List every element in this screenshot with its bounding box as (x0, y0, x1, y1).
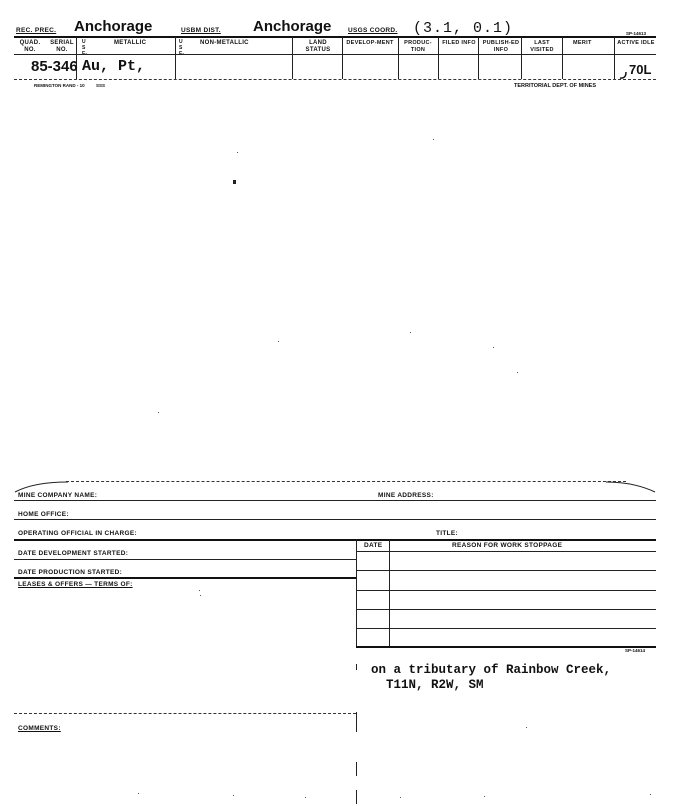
col-non-metallic: NON-METALLIC (200, 40, 249, 46)
comments-divider (356, 790, 357, 804)
lower-card-top-rule (66, 481, 626, 482)
speck-mark-icon (484, 796, 485, 797)
stoppage-bottom-rule (356, 646, 656, 648)
comments-divider (356, 712, 357, 732)
date-header: DATE (364, 542, 383, 549)
operating-official-label: OPERATING OFFICIAL IN CHARGE: (18, 530, 137, 537)
col-sep (478, 37, 479, 79)
col-metallic: METALLIC (114, 40, 147, 46)
date-development-label: DATE DEVELOPMENT STARTED: (18, 550, 129, 557)
speck-mark-icon (526, 727, 527, 728)
comments-top-rule (14, 713, 356, 714)
metallic-value: Au, Pt, (82, 58, 146, 75)
us-letter: U (179, 39, 183, 45)
speck-mark-icon (433, 139, 434, 140)
leases-offers-label: LEASES & OFFERS — TERMS OF: (18, 581, 133, 588)
usgs-coord-value: (3.1, 0.1) (413, 20, 514, 37)
col-filed-info: FILED INFO (442, 40, 476, 46)
speck-mark-icon (400, 797, 401, 798)
us-letter: E- (179, 51, 184, 57)
col-sep (292, 37, 293, 79)
footer-left-code: SSS (96, 83, 106, 88)
speck-mark-icon (138, 793, 139, 794)
card-bottom-rule (14, 79, 656, 80)
production-row-rule (14, 577, 356, 579)
form-number-bottom: SP-14614 (625, 648, 646, 653)
speck-mark-icon (200, 595, 201, 596)
speck-mark-icon (493, 347, 494, 348)
speck-mark-icon (305, 797, 306, 798)
stoppage-row-rule (356, 609, 656, 610)
us-letter: S (82, 45, 86, 51)
comments-divider (356, 762, 357, 776)
company-row-rule (14, 500, 656, 501)
official-row-rule (14, 539, 656, 541)
col-quad-no: QUAD. NO. (19, 40, 41, 53)
stoppage-outer-left (356, 539, 357, 647)
location-line-1: on a tributary of Rainbow Creek, (371, 663, 612, 677)
active-idle-value: 70L (629, 62, 652, 77)
col-development: DEVELOP-MENT (346, 40, 394, 46)
col-serial-no: SERIAL NO. (50, 40, 74, 53)
title-label: TITLE: (436, 530, 459, 537)
us-letter: U (82, 39, 86, 45)
mine-company-name-label: MINE COMPANY NAME: (18, 492, 98, 499)
header-rule (14, 36, 656, 38)
speck-mark-icon (410, 332, 411, 333)
speck-mark-icon (233, 795, 234, 796)
column-header-rule (14, 54, 656, 55)
stoppage-date-sep (389, 539, 390, 647)
col-last-visited: LAST VISITED (530, 40, 554, 53)
comments-label: COMMENTS: (18, 725, 61, 732)
stoppage-header-rule (356, 551, 656, 552)
usgs-coord-label: USGS COORD. (348, 27, 398, 34)
speck-mark-icon (278, 341, 279, 342)
home-office-rule (14, 519, 656, 520)
mine-address-label: MINE ADDRESS: (378, 492, 434, 499)
card-curve-right-icon (604, 481, 656, 493)
quad-serial-value: 85-346 (31, 58, 78, 75)
speck-mark-icon (237, 152, 238, 153)
col-active-idle: ACTIVE IDLE (617, 40, 655, 46)
stoppage-row-rule (356, 590, 656, 591)
rec-prec-value: Anchorage (74, 18, 153, 35)
col-production: PRODUC-TION (404, 40, 432, 53)
left-margin-tick (356, 664, 357, 670)
reason-header: REASON FOR WORK STOPPAGE (452, 542, 563, 549)
col-published-info: PUBLISH-ED INFO (482, 40, 520, 53)
footer-right-label: TERRITORIAL DEPT. OF MINES (514, 83, 596, 89)
speck-mark-icon (650, 794, 651, 795)
speck-mark-icon (233, 180, 236, 184)
col-sep (438, 37, 439, 79)
home-office-label: HOME OFFICE: (18, 511, 69, 518)
form-number-top: SP-14613 (626, 31, 647, 36)
col-land-status: LAND STATUS (305, 40, 331, 53)
col-sep (614, 37, 615, 79)
speck-mark-icon (199, 590, 200, 591)
footer-left-label: REMINGTON RAND - 10 (34, 83, 85, 88)
rec-prec-label: REC. PREC. (16, 27, 57, 34)
date-production-label: DATE PRODUCTION STARTED: (18, 569, 123, 576)
usbm-dist-value: Anchorage (253, 18, 332, 35)
stoppage-row-rule (356, 628, 656, 629)
us-letter: S (179, 45, 183, 51)
col-sep (175, 37, 176, 79)
usbm-dist-label: USBM DIST. (181, 27, 221, 34)
speck-mark-icon (158, 412, 159, 413)
col-sep (562, 37, 563, 79)
col-sep (398, 37, 399, 79)
active-idle-mark-icon (619, 67, 627, 76)
speck-mark-icon (517, 372, 518, 373)
col-merit: MERIT (573, 40, 592, 46)
us-letter: E- (82, 51, 87, 57)
stoppage-row-rule (356, 570, 656, 571)
col-sep (521, 37, 522, 79)
col-sep (342, 37, 343, 79)
location-line-2: T11N, R2W, SM (386, 678, 484, 692)
development-row-rule (14, 559, 356, 560)
